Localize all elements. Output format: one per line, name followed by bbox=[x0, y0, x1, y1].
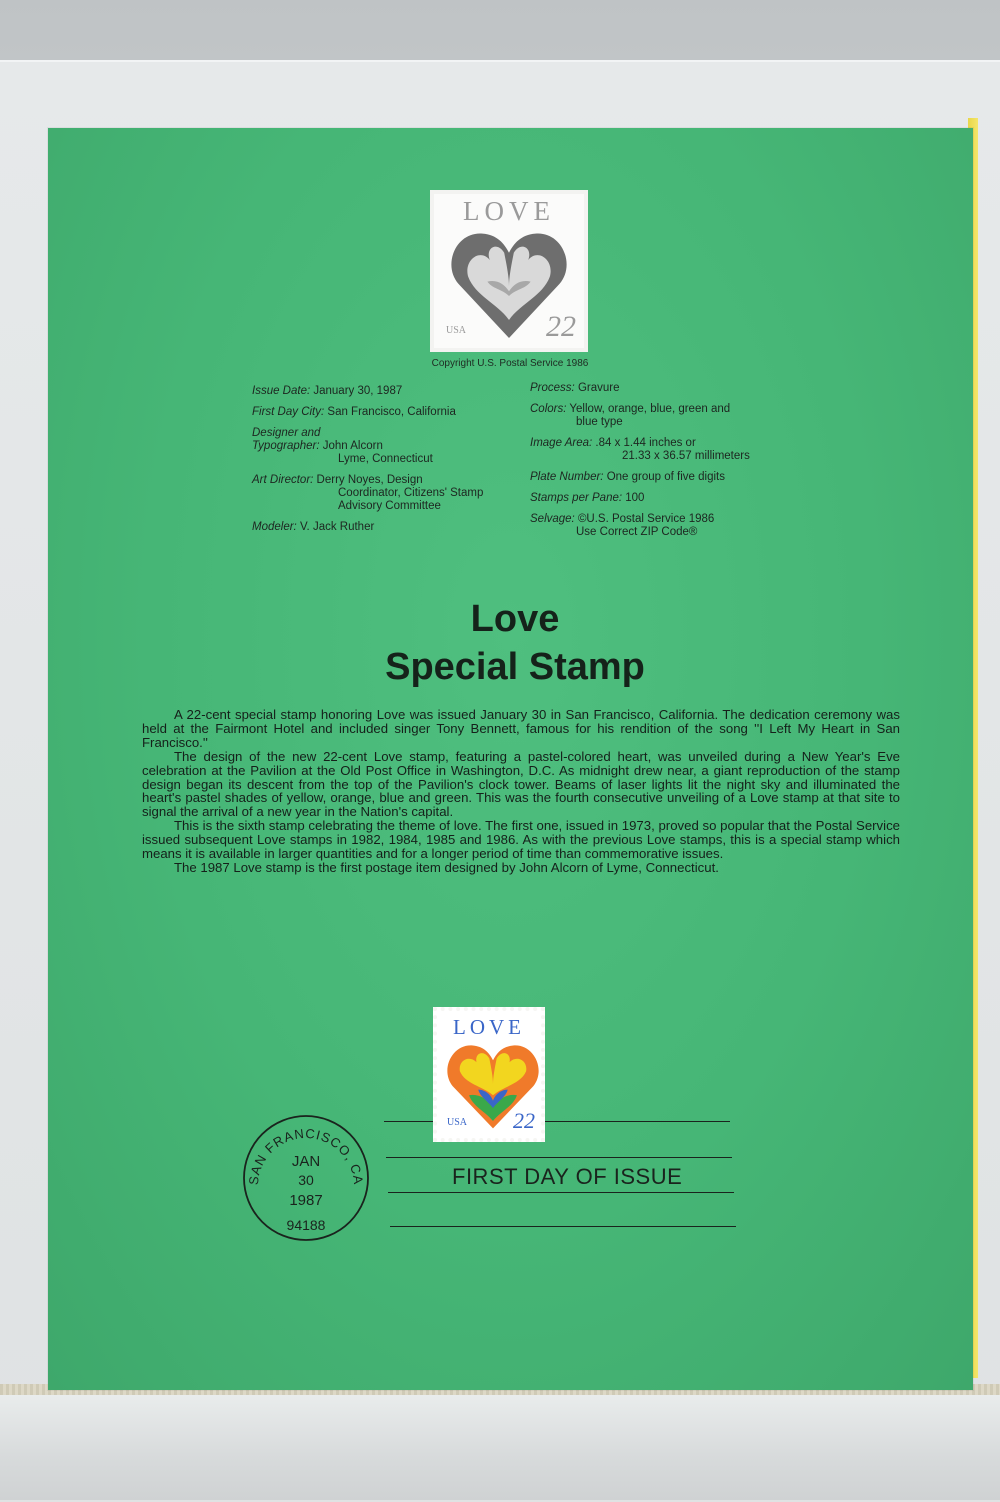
detail-row bbox=[252, 385, 522, 398]
detail-value: V. Jack Ruther bbox=[296, 521, 375, 533]
description-text bbox=[142, 708, 900, 875]
page-title: Love bbox=[470, 598, 560, 640]
stamp-word: LOVE bbox=[463, 196, 555, 226]
detail-label: Stamps per Pane: bbox=[530, 492, 623, 504]
stamp-country: USA bbox=[446, 325, 467, 336]
detail-value: Coordinator, Citizens' Stamp bbox=[338, 487, 484, 499]
detail-row bbox=[530, 492, 800, 505]
stamp-value: 22 bbox=[546, 310, 576, 343]
detail-value: One group of five digits bbox=[603, 471, 725, 483]
detail-value: John Alcorn bbox=[319, 440, 383, 452]
detail-value: blue type bbox=[576, 416, 623, 428]
detail-row bbox=[530, 403, 800, 429]
detail-value: ©U.S. Postal Service 1986 bbox=[574, 513, 715, 525]
copyright-line: Copyright U.S. Postal Service 1986 bbox=[431, 358, 589, 369]
postmark-zip: 94188 bbox=[286, 1217, 326, 1233]
paragraph: The 1987 Love stamp is the first postage item designed by John Alcorn of Lyme, Connecticut. bbox=[174, 859, 719, 875]
detail-label: Process: bbox=[530, 382, 575, 394]
stamp-affixed-color bbox=[433, 1007, 545, 1142]
paragraph: The design of the new 22-cent Love stamp, featuring a pastel-colored heart, was unveiled during a New Year's Eve celebration at the Pavilion at the Old Post Office in Washington, D.C. As midnight drew near, a giant reproduction of the stamp design began its descent from the top of the Pavilion's clock tower. Beams of laser lights lit the night sky and illuminated the heart's pastel shades of yellow, orange, blue and green. This was the fourth consecutive unveiling of a Love stamp at that site to signal the arrival of a new year in the Nation's capital. bbox=[142, 748, 900, 820]
postmark-month: JAN bbox=[291, 1153, 321, 1170]
postmark-year: 1987 bbox=[289, 1192, 323, 1209]
detail-value: January 30, 1987 bbox=[310, 385, 403, 397]
detail-value: Yellow, orange, blue, green and bbox=[566, 403, 731, 415]
detail-row bbox=[530, 471, 800, 484]
detail-row bbox=[252, 521, 522, 534]
issue-details-right bbox=[530, 382, 800, 547]
detail-label: Plate Number: bbox=[530, 471, 604, 483]
issue-details-left bbox=[252, 385, 522, 542]
detail-value: Lyme, Connecticut bbox=[338, 453, 433, 465]
detail-label: Image Area: bbox=[530, 437, 593, 449]
detail-value: Gravure bbox=[574, 382, 620, 394]
detail-row bbox=[252, 427, 522, 440]
paragraph: A 22-cent special stamp honoring Love was issued January 30 in San Francisco, California. The dedication ceremony was held at the Fairmont Hotel and included singer Tony Bennett, famous for his rendition of the song ''I Left My Heart in San Francisco.'' bbox=[142, 707, 900, 750]
paragraph: This is the sixth stamp celebrating the theme of love. The first one, issued in 1973, proved so popular that the Postal Service issued subsequent Love stamps in 1982, 1984, 1985 and 1986. As with the previous Love stamps, this is a special stamp which means it is available in larger quantities and for a longer period of time than commemorative issues. bbox=[142, 818, 900, 862]
cancel-line bbox=[390, 1226, 736, 1227]
cancel-line bbox=[388, 1192, 734, 1193]
first-day-of-issue-label: FIRST DAY OF ISSUE bbox=[452, 1164, 683, 1189]
detail-value: 21.33 x 36.57 millimeters bbox=[622, 450, 750, 462]
detail-row bbox=[252, 406, 522, 419]
sleeve-bottom-lip bbox=[0, 1395, 1000, 1500]
detail-label: Typographer: bbox=[252, 440, 320, 452]
detail-row bbox=[530, 513, 800, 539]
stamp-value: 22 bbox=[513, 1108, 535, 1133]
detail-value: Advisory Committee bbox=[338, 500, 441, 512]
detail-value: San Francisco, California bbox=[324, 406, 456, 418]
stamp-word: LOVE bbox=[453, 1015, 525, 1039]
detail-row bbox=[252, 474, 522, 513]
postmark-cancel bbox=[240, 1112, 372, 1244]
detail-row bbox=[530, 382, 800, 395]
detail-label: Art Director: bbox=[252, 474, 314, 486]
detail-row bbox=[530, 437, 800, 463]
stamp-image-grayscale bbox=[430, 190, 588, 352]
detail-label: Designer and bbox=[252, 427, 321, 439]
detail-label: Selvage: bbox=[530, 513, 575, 525]
detail-row bbox=[252, 440, 522, 466]
cancel-line bbox=[386, 1157, 732, 1158]
detail-value: Use Correct ZIP Code® bbox=[576, 526, 698, 538]
detail-label: Issue Date: bbox=[252, 385, 311, 397]
detail-value: 100 bbox=[622, 492, 645, 504]
page-subtitle: Special Stamp bbox=[385, 646, 645, 688]
detail-label: Modeler: bbox=[252, 521, 297, 533]
detail-label: First Day City: bbox=[252, 406, 325, 418]
detail-value: .84 x 1.44 inches or bbox=[592, 437, 696, 449]
postmark-city: SAN FRANCISCO, CA bbox=[245, 1125, 367, 1186]
detail-label: Colors: bbox=[530, 403, 567, 415]
postmark-day: 30 bbox=[298, 1172, 314, 1188]
stamp-country: USA bbox=[447, 1117, 468, 1128]
detail-value: Derry Noyes, Design bbox=[313, 474, 423, 486]
